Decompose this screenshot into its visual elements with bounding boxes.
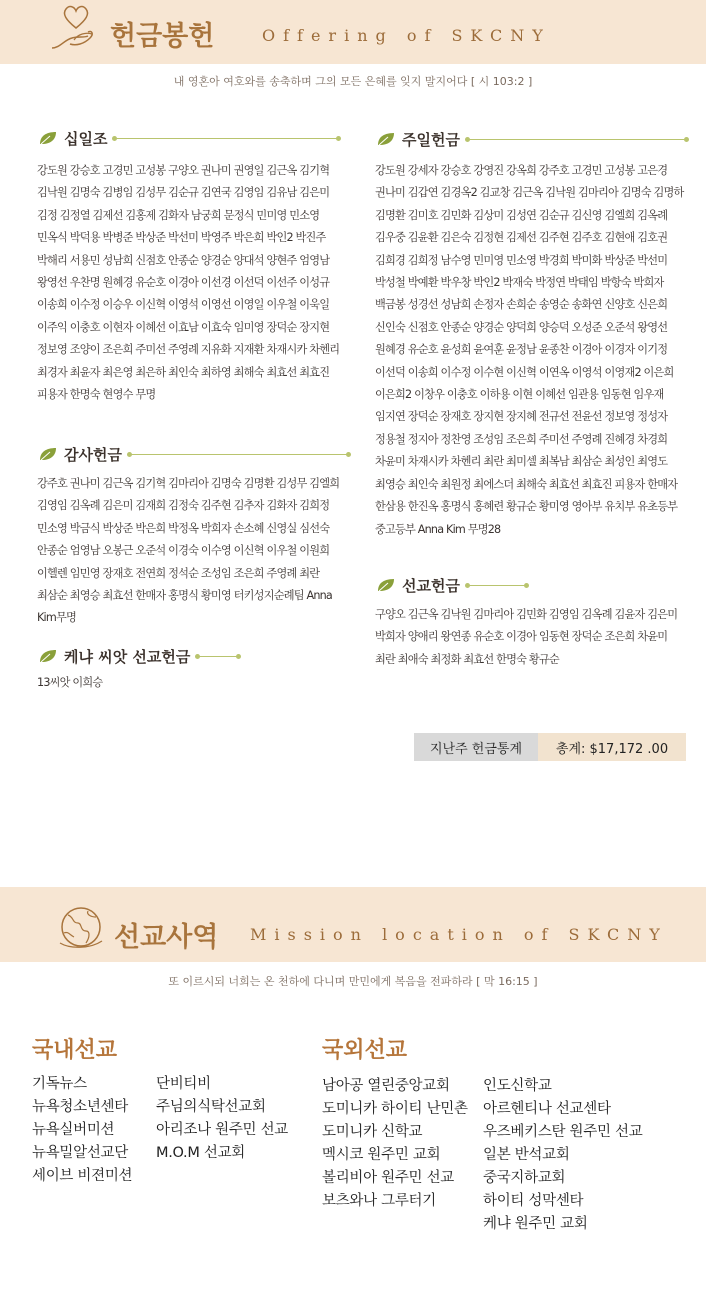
offering-title: 헌금봉헌	[110, 21, 215, 52]
offering-verse: 내 영혼아 여호와를 송축하며 그의 모든 은혜를 잊지 말지어다 [ 시 103:2 ]	[173, 75, 533, 88]
leaf-icon	[38, 130, 58, 146]
list-item: 뉴욕청소년센타	[32, 1099, 128, 1115]
stats-label: 지난주 헌금통계	[414, 733, 538, 761]
list-item: 아리조나 원주민 선교	[156, 1122, 288, 1138]
kenya-names: 13씨앗 이희승	[37, 676, 103, 689]
sunday-names: 강도원 강세자 강승호 강영진 강옥희 강주호 고경민 고성봉 고은경 권나미 김갑연 김경옥2 김교창 김근옥 김낙원 김마리아 김명숙 김명하 김명환 김미호 김민화 김상미 김성연 김순규 김신영 김엘희 김옥례 김우중 김윤환 김은숙 김정현 김제선 김주현 김주호 김현애 김호권 김희경 김희정 남수영 민미영 민소영 박경희 박미화 박상준 박선미 박성철 박예환 박우창 박인2 박재숙 박정연 박태임 박항숙 박희자 백금봉 성경선 성남희 손정자 손희순 송영순 송화연 신양호 신은희 신인숙 신점호 안종순 양경순 양덕희 양승덕 오성준 오준석 왕영선 원혜경 유순호 윤성희 윤여훈 윤정남 윤종찬 이경아 이경자 이기정 이선덕 이송희 이수정 이수현 이신혁 이연옥 이영석 이영재2 이은희 이은희2 이창우 이충호 이하용 이현 이혜선 임관용 임동현 임우재 임지연 장덕순 장재호 장지현 장지혜 전규선 전윤선 정보영 정성자 정용철 정지아 정찬영 조성임 조은희 주미선 주영례 진혜경 차경희 차윤미 차재시카 차헨리 최란 최미셀 최복남 최삼순 최성인 최영도 최영승 최인숙 최원정 최에스더 최해숙 최효선 최효진 피용자 한매자 한삼용 한진옥 홍명식 홍혜련 황규순 황미영 영아부 유치부 유초등부 중고등부 Anna Kim 무명28	[375, 164, 684, 536]
tithe-names: 강도원 강승호 고경민 고성봉 구양오 권나미 권영일 김근옥 김기혁 김낙원 김명숙 김병임 김성무 김순규 김연국 김영임 김유남 김은미 김정 김정열 김제선 김홍제 김화자 남궁희 문정식 민미영 민소영 민옥식 박덕용 박병준 박상준 박선미 박영주 박은희 박인2 박진주 박해리 서용민 성남희 신점호 안종순 양경순 양대석 양현주 엄영남 왕영선 우찬명 원혜경 유순호 이경아 이선경 이선덕 이선주 이성규 이송희 이수정 이승우 이신혁 이영석 이영선 이영일 이우철 이욱일 이주익 이충호 이현자 이혜선 이효남 이효숙 임미영 장덕순 장지현 정보영 조양이 조은희 주미선 주영례 지유화 지재환 차재시카 차헨리 최경자 최윤자 최은영 최은하 최인숙 최하영 최해숙 최효선 최효진 피용자 한명숙 현영수 무명	[37, 164, 340, 402]
list-item: 중국지하교회	[483, 1170, 566, 1186]
heart-hand-icon	[48, 4, 104, 56]
kenya-heading	[38, 646, 238, 666]
domestic-list-2	[156, 1073, 288, 1165]
mission-verse: 또 이르시되 너희는 온 천하에 다니며 만민에게 복음을 전파하라 [ 막 16:15 ]	[168, 975, 538, 988]
divider-line	[468, 585, 526, 586]
divider-line	[115, 138, 338, 139]
list-item: 도미니카 신학교	[322, 1124, 423, 1140]
list-item: 일본 반석교회	[483, 1147, 570, 1163]
kenya-title: 케냐 씨앗 선교헌금	[64, 647, 191, 666]
list-item: 단비티비	[156, 1076, 211, 1092]
list-item: 도미니카 하이티 난민촌	[322, 1101, 468, 1117]
thanks-names: 강주호 권나미 김근옥 김기혁 김마리아 김명숙 김명환 김성무 김엘희 김영임 김옥례 김은미 김재희 김정숙 김주현 김추자 김화자 김희정 민소영 박금식 박상준 박은희 박정옥 박희자 손소혜 신영실 심선숙 안종순 엄영남 오봉근 오준석 이경숙 이수영 이신혁 이우철 이원희 이헬렌 임민영 장재호 전연희 정석순 조성임 조은희 주영례 최란 최삼순 최영승 최효선 한매자 홍명식 황미영 터키성지순례팀 Anna Kim무명	[37, 477, 340, 625]
mission-title: 선교사역	[114, 922, 219, 953]
overseas-mission-title: 국외선교	[322, 1038, 408, 1063]
list-item: 남아공 열린중앙교회	[322, 1078, 450, 1094]
thanks-title: 감사헌금	[64, 445, 122, 464]
domestic-list-1	[32, 1073, 132, 1188]
leaf-icon	[376, 577, 396, 593]
stats-total: 총계: $17,172 .00	[538, 733, 686, 761]
list-item: 세이브 비젼미션	[32, 1168, 133, 1184]
mission-offering-heading	[376, 575, 526, 595]
list-item: 뉴욕밀알선교단	[32, 1145, 128, 1161]
list-item: 볼리비아 원주민 선교	[322, 1170, 454, 1186]
list-item: 멕시코 원주민 교회	[322, 1147, 441, 1163]
list-item: 우즈베키스탄 원주민 선교	[483, 1124, 643, 1140]
offering-subtitle: Offering of SKCNY	[262, 26, 551, 45]
globe-icon	[56, 903, 106, 951]
thanks-heading	[38, 444, 348, 464]
overseas-list-2	[483, 1075, 642, 1236]
list-item: 뉴욕실버미션	[32, 1122, 115, 1138]
list-item: 주님의식탁선교회	[156, 1099, 266, 1115]
list-item: M.O.M 선교회	[156, 1145, 245, 1161]
list-item: 기독뉴스	[32, 1076, 87, 1092]
list-item: 아르헨티나 선교센타	[483, 1101, 611, 1117]
mission-subtitle: Mission location of SKCNY	[250, 925, 668, 944]
leaf-icon	[38, 446, 58, 462]
overseas-list-1	[322, 1075, 468, 1213]
list-item: 하이티 성막센타	[483, 1193, 584, 1209]
sunday-title: 주일헌금	[402, 130, 460, 149]
mission-offering-names: 구양오 김근옥 김낙원 김마리아 김민화 김영임 김옥례 김윤자 김은미 박희자 양애리 왕연종 유순호 이경아 임동현 장덕순 조은희 차윤미 최란 최애숙 최정화 최효선 한명숙 황규순	[375, 608, 678, 666]
leaf-icon	[376, 131, 396, 147]
list-item: 인도신학교	[483, 1078, 552, 1094]
mission-offering-title: 선교헌금	[402, 576, 460, 595]
list-item: 케냐 원주민 교회	[483, 1216, 588, 1232]
divider-line	[468, 139, 686, 140]
offering-stats	[414, 733, 686, 761]
domestic-mission-title: 국내선교	[32, 1038, 118, 1063]
list-item: 보츠와나 그루터기	[322, 1193, 436, 1209]
leaf-icon	[38, 648, 58, 664]
divider-line	[130, 454, 348, 455]
tithe-heading	[38, 128, 338, 148]
sunday-heading	[376, 129, 686, 149]
tithe-title: 십일조	[64, 129, 108, 148]
divider-line	[198, 656, 238, 657]
